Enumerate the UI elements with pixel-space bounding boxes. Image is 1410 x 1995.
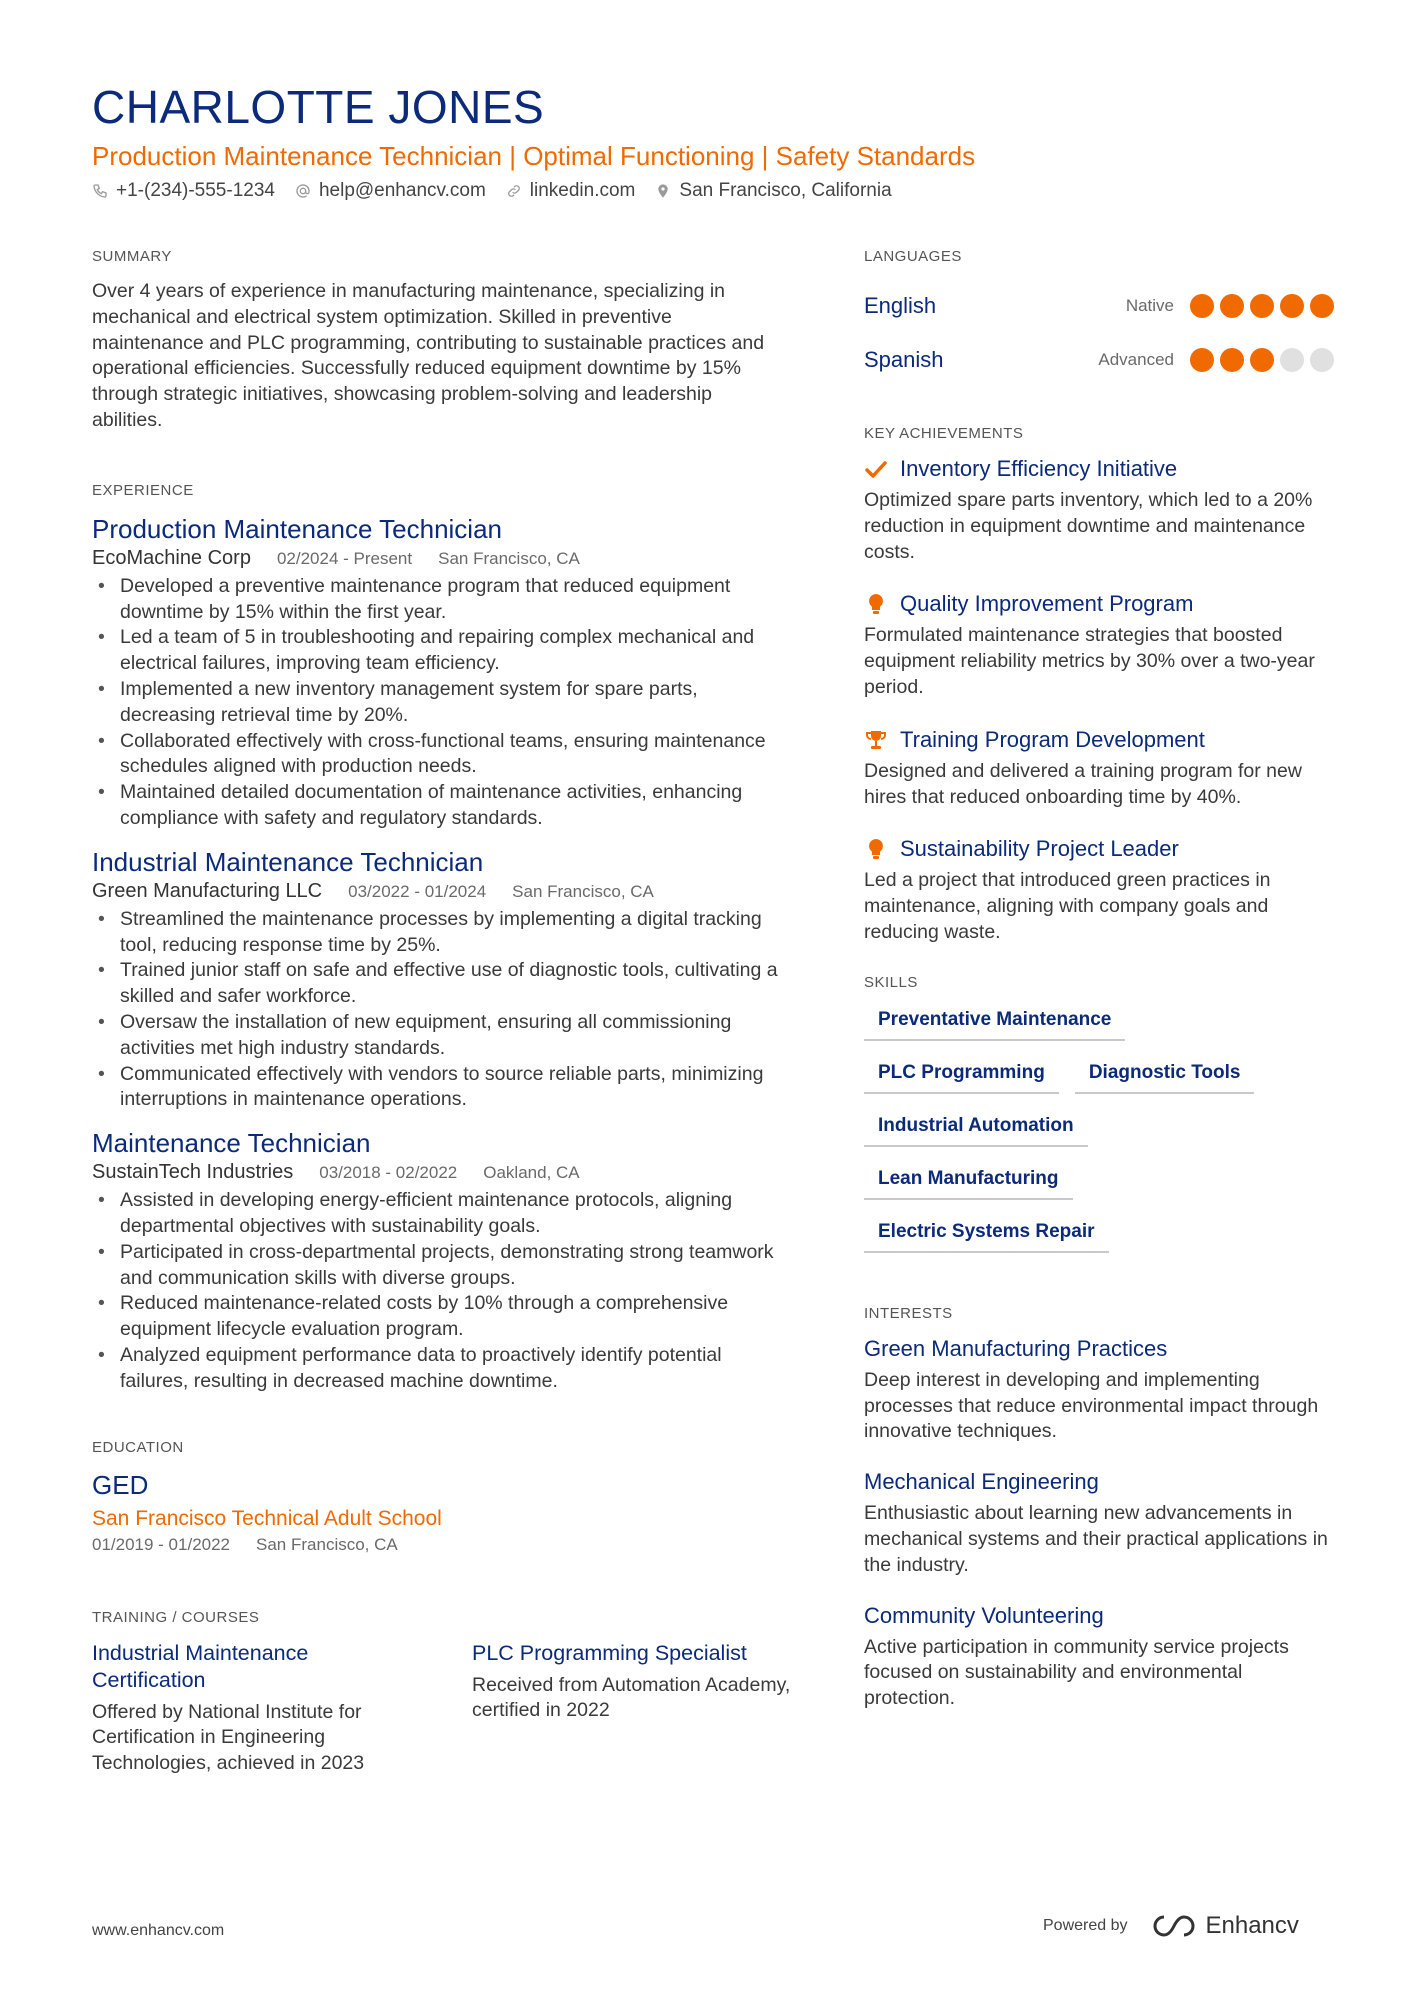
job-bullet: • Communicated effectively with vendors to source reliable parts, minimizing interruptions in maintenance operations. [92, 1062, 792, 1114]
job-company: SustainTech Industries [92, 1161, 294, 1184]
contact-email[interactable] [295, 180, 486, 202]
job-bullet: • Streamlined the maintenance processes by implementing a digital tracking tool, reducing response time by 25%. [92, 907, 792, 959]
contact-bar [92, 180, 892, 202]
language-rating [1190, 348, 1334, 372]
job-meta [92, 547, 792, 570]
location-pin-icon [655, 183, 671, 199]
lightbulb-icon [864, 592, 888, 616]
job-bullet: • Participated in cross-departmental projects, demonstrating strong teamwork and communication skills with diverse groups. [92, 1240, 792, 1292]
training-section [92, 1609, 792, 1777]
achievement-item [864, 836, 1334, 945]
languages-section [864, 248, 1334, 387]
job-title: Maintenance Technician [92, 1128, 371, 1159]
footer-website[interactable]: www.enhancv.com [92, 1922, 225, 1939]
job-dates: 03/2022 - 01/2024 [348, 881, 487, 901]
job-title: Production Maintenance Technician [92, 513, 503, 544]
achievement-title: Training Program Development [900, 726, 1205, 752]
job-bullet: • Assisted in developing energy-efficient maintenance protocols, aligning departmental objectives with sustainability goals. [92, 1188, 792, 1240]
skill-row [864, 1164, 1334, 1200]
education-school: San Francisco Technical Adult School [92, 1506, 442, 1530]
language-level: Native [1125, 296, 1174, 315]
job-bullet: • Reduced maintenance-related costs by 10% through a comprehensive equipment lifecycle evaluation program. [92, 1291, 792, 1343]
education-title: EDUCATION [92, 1438, 184, 1456]
achievement-header [864, 456, 1334, 482]
achievement-item [864, 727, 1334, 811]
interest-text: Deep interest in developing and implementing processes that reduce environmental impact through innovative techniques. [864, 1368, 1319, 1443]
achievement-text: Designed and delivered a training program for new hires that reduced onboarding time by 40%. [864, 759, 1302, 808]
achievement-text: Formulated maintenance strategies that boosted equipment reliability metrics by 30% over a two-year period. [864, 624, 1315, 698]
interest-title: Green Manufacturing Practices [864, 1335, 1168, 1361]
job-location: San Francisco, CA [438, 548, 580, 568]
achievement-title: Inventory Efficiency Initiative [900, 456, 1178, 481]
skills-title: SKILLS [864, 973, 918, 991]
interests-title: INTERESTS [864, 1304, 953, 1322]
contact-location [655, 180, 891, 202]
interest-title: Mechanical Engineering [864, 1469, 1099, 1495]
job-meta [92, 1161, 792, 1184]
training-title: TRAINING / COURSES [92, 1608, 260, 1626]
skill-row [864, 1111, 1334, 1147]
rating-dot-filled [1220, 294, 1244, 318]
education-section [92, 1439, 792, 1555]
rating-dot-filled [1310, 294, 1334, 318]
skill-tag: Diagnostic Tools [1075, 1058, 1255, 1094]
achievement-item [864, 591, 1334, 700]
footer-branding [1043, 1912, 1299, 1940]
achievements-title: KEY ACHIEVEMENTS [864, 425, 1024, 442]
skills-section [864, 974, 1334, 1253]
job-bullets [92, 907, 792, 1113]
contact-phone [92, 180, 275, 202]
education-dates: 01/2019 - 01/2022 [92, 1534, 231, 1554]
job-title: Industrial Maintenance Technician [92, 846, 484, 877]
job-entry [92, 1127, 792, 1394]
powered-by-text: Powered by [1043, 1917, 1128, 1934]
link-icon [506, 183, 522, 199]
job-bullet: • Developed a preventive maintenance program that reduced equipment downtime by 15% within the first year. [92, 574, 792, 626]
email-text[interactable]: help@enhancv.com [318, 180, 486, 201]
languages-title: LANGUAGES [864, 248, 962, 265]
achievement-text: Led a project that introduced green practices in maintenance, aligning with company goals and reducing waste. [864, 869, 1271, 943]
course-text: Received from Automation Academy, certified in 2022 [472, 1673, 791, 1722]
achievement-item [864, 456, 1334, 565]
interest-text: Enthusiastic about learning new advancements in mechanical systems and their practical applications in the industry. [864, 1502, 1328, 1576]
phone-text: +1-(234)-555-1234 [116, 180, 275, 201]
education-location: San Francisco, CA [256, 1534, 398, 1554]
lightbulb-icon [864, 837, 888, 861]
job-bullet: • Maintained detailed documentation of maintenance activities, enhancing compliance with safety and regulatory standards. [92, 780, 792, 832]
trophy-icon [864, 728, 888, 752]
course-item [472, 1640, 792, 1777]
website-text[interactable]: linkedin.com [529, 180, 636, 201]
job-bullets [92, 574, 792, 832]
job-bullet: • Implemented a new inventory management system for spare parts, decreasing retrieval time by 20%. [92, 677, 792, 729]
summary-title: SUMMARY [92, 248, 172, 265]
interests-section [864, 1305, 1334, 1712]
language-name: Spanish [864, 347, 944, 372]
job-dates: 03/2018 - 02/2022 [319, 1163, 458, 1183]
rating-dot-filled [1190, 294, 1214, 318]
achievement-title: Quality Improvement Program [900, 591, 1194, 617]
skill-tag: Electric Systems Repair [864, 1217, 1109, 1253]
at-icon [295, 183, 311, 199]
course-title: Industrial Maintenance Certification [92, 1640, 309, 1692]
headline: Production Maintenance Technician | Optimal Functioning | Safety Standards [92, 141, 976, 171]
brand-name: Enhancv [1205, 1912, 1299, 1939]
achievement-title: Sustainability Project Leader [900, 836, 1179, 862]
summary-text: Over 4 years of experience in manufacturing maintenance, specializing in mechanical and electrical system optimization. Skilled in preventive maintenance and PLC programming, contributing to sustainable practices and operational efficiencies. Successfully reduced equipment downtime by 15% through strategic initiatives, showcasing problem-solving and leadership abilities. [92, 280, 765, 431]
job-bullet: • Oversaw the installation of new equipment, ensuring all commissioning activities met high industry standards. [92, 1010, 792, 1062]
achievement-header [864, 727, 1334, 753]
rating-dot-empty [1280, 348, 1304, 372]
job-meta [92, 880, 792, 903]
interest-item [864, 1603, 1334, 1712]
achievement-header [864, 836, 1334, 862]
course-item [92, 1640, 412, 1777]
job-bullet: • Collaborated effectively with cross-functional teams, ensuring maintenance schedules aligned with production needs. [92, 729, 792, 781]
rating-dot-filled [1220, 348, 1244, 372]
skill-row [864, 1005, 1334, 1041]
experience-section [92, 482, 792, 1395]
job-company: EcoMachine Corp [92, 546, 251, 569]
language-row [864, 333, 1334, 387]
language-level: Advanced [1098, 350, 1174, 369]
rating-dot-filled [1250, 294, 1274, 318]
skill-tag: PLC Programming [864, 1058, 1059, 1094]
rating-dot-filled [1280, 294, 1304, 318]
job-bullet: • Led a team of 5 in troubleshooting and repairing complex mechanical and electrical failures, improving team efficiency. [92, 625, 792, 677]
language-name: English [864, 293, 937, 318]
enhancv-logo-icon [1150, 1913, 1198, 1939]
interest-title: Community Volunteering [864, 1602, 1104, 1628]
phone-icon [92, 183, 108, 199]
achievement-header [864, 591, 1334, 617]
brand-logo[interactable] [1150, 1912, 1299, 1940]
interest-text: Active participation in community service projects focused on sustainability and environmental protection. [864, 1635, 1289, 1710]
rating-dot-empty [1310, 348, 1334, 372]
interest-item [864, 1469, 1334, 1578]
left-column [92, 248, 792, 1777]
course-list [92, 1640, 792, 1777]
language-rating [1190, 294, 1334, 318]
education-meta [92, 1535, 792, 1555]
skill-row [864, 1217, 1334, 1253]
job-dates: 02/2024 - Present [276, 548, 413, 568]
job-location: San Francisco, CA [512, 881, 654, 901]
job-bullet: • Analyzed equipment performance data to proactively identify potential failures, resulting in decreased machine downtime. [92, 1343, 792, 1395]
experience-title: EXPERIENCE [92, 481, 194, 499]
rating-dot-filled [1190, 348, 1214, 372]
location-text: San Francisco, California [679, 180, 892, 201]
job-entry [92, 846, 792, 1113]
course-title: PLC Programming Specialist [472, 1640, 747, 1665]
skill-row [864, 1058, 1334, 1094]
job-bullet: • Trained junior staff on safe and effective use of diagnostic tools, cultivating a skilled and safer workforce. [92, 958, 792, 1010]
job-bullets [92, 1188, 792, 1394]
check-icon [864, 457, 888, 481]
job-location: Oakland, CA [483, 1163, 580, 1183]
skill-tag: Industrial Automation [864, 1111, 1088, 1147]
language-row [864, 279, 1334, 333]
summary-section [92, 248, 792, 434]
interest-item [864, 1336, 1334, 1445]
achievements-section [864, 425, 1334, 946]
right-column [864, 248, 1334, 1736]
job-company: Green Manufacturing LLC [92, 879, 323, 902]
education-degree: GED [92, 1469, 149, 1500]
candidate-name: CHARLOTTE JONES [92, 81, 545, 133]
course-text: Offered by National Institute for Certification in Engineering Technologies, achieved in 2023 [92, 1700, 365, 1775]
skill-tag: Lean Manufacturing [864, 1164, 1073, 1200]
skill-tag: Preventative Maintenance [864, 1005, 1125, 1041]
rating-dot-filled [1250, 348, 1274, 372]
job-entry [92, 513, 792, 832]
contact-website[interactable] [506, 180, 636, 202]
achievement-text: Optimized spare parts inventory, which led to a 20% reduction in equipment downtime and maintenance costs. [864, 489, 1313, 563]
